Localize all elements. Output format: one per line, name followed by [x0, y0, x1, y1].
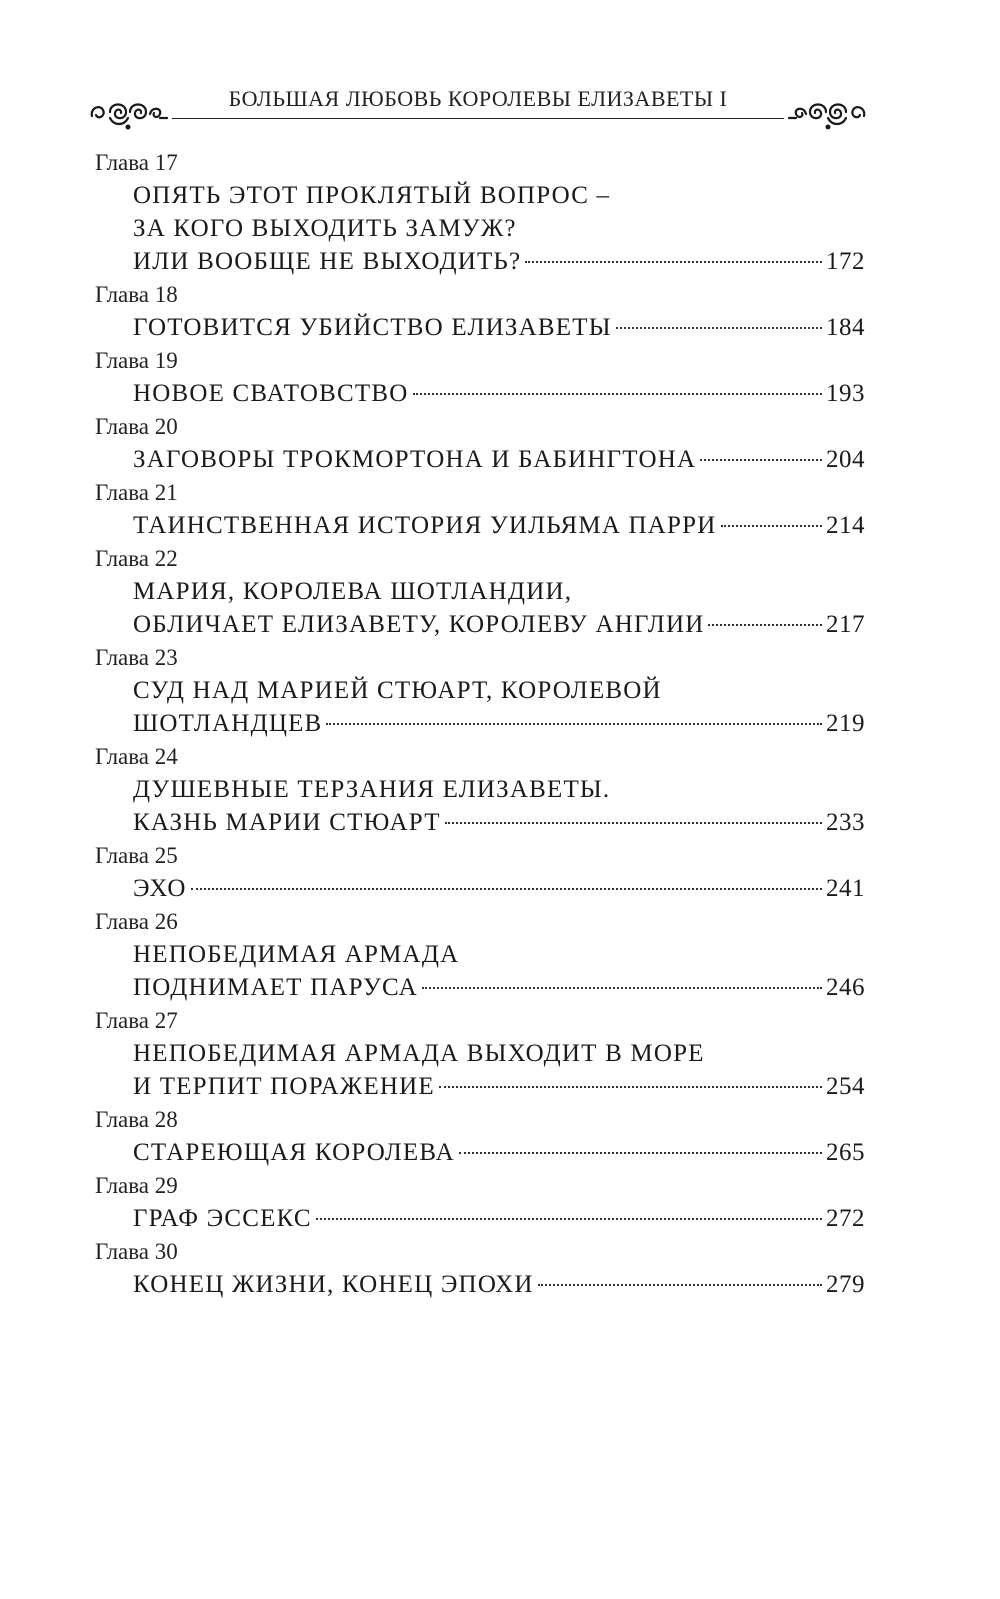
- chapter-title-line: [95, 1136, 865, 1169]
- toc-entry: [95, 905, 865, 1004]
- chapter-title-text: ГОТОВИТСЯ УБИЙСТВО ЕЛИЗАВЕТЫ: [133, 314, 612, 341]
- chapter-title-line: [95, 1202, 865, 1235]
- toc-entry: [95, 278, 865, 344]
- page-number: 219: [826, 710, 865, 737]
- chapter-title-line: [95, 872, 865, 905]
- page-number: 254: [826, 1073, 865, 1100]
- page-number: 214: [826, 512, 865, 539]
- dot-leader: [445, 822, 822, 824]
- chapter-title-line: [95, 377, 865, 410]
- chapter-title-line: [95, 1268, 865, 1301]
- chapter-label: Глава 22: [95, 546, 178, 571]
- dot-leader: [422, 987, 822, 989]
- dot-leader: [721, 525, 823, 527]
- toc-entry: [95, 1235, 865, 1301]
- dot-leader: [708, 624, 822, 626]
- page-number: 246: [826, 974, 865, 1001]
- running-title: БОЛЬШАЯ ЛЮБОВЬ КОРОЛЕВЫ ЕЛИЗАВЕТЫ I: [228, 86, 728, 111]
- dot-leader: [616, 327, 822, 329]
- toc-entry: [95, 410, 865, 476]
- chapter-title-line: ОПЯТЬ ЭТОТ ПРОКЛЯТЫЙ ВОПРОС –: [133, 182, 611, 209]
- dot-leader: [459, 1152, 822, 1154]
- chapter-title-text: ОБЛИЧАЕТ ЕЛИЗАВЕТУ, КОРОЛЕВУ АНГЛИИ: [133, 611, 705, 638]
- page-number: 265: [826, 1139, 865, 1166]
- toc-entry: [95, 476, 865, 542]
- chapter-title-line: [95, 971, 865, 1004]
- page-number: 172: [826, 248, 865, 275]
- page-number: 233: [826, 809, 865, 836]
- dot-leader: [413, 393, 822, 395]
- toc-entry: [95, 344, 865, 410]
- chapter-label: Глава 28: [95, 1107, 178, 1132]
- chapter-title-line: [95, 443, 865, 476]
- chapter-label: Глава 23: [95, 645, 178, 670]
- chapter-title-text: ШОТЛАНДЦЕВ: [133, 710, 323, 737]
- chapter-title-line: [95, 245, 865, 278]
- toc-entry: [95, 839, 865, 905]
- chapter-label: Глава 29: [95, 1173, 178, 1198]
- chapter-title-line: МАРИЯ, КОРОЛЕВА ШОТЛАНДИИ,: [133, 578, 573, 605]
- chapter-title-text: ТАИНСТВЕННАЯ ИСТОРИЯ УИЛЬЯМА ПАРРИ: [133, 512, 717, 539]
- chapter-title-text: ИЛИ ВООБЩЕ НЕ ВЫХОДИТЬ?: [133, 248, 522, 275]
- page-number: 241: [826, 875, 865, 902]
- dot-leader: [439, 1086, 822, 1088]
- chapter-label: Глава 24: [95, 744, 178, 769]
- toc-entry: [95, 542, 865, 641]
- chapter-title-text: ГРАФ ЭССЕКС: [133, 1205, 312, 1232]
- chapter-title-text: ПОДНИМАЕТ ПАРУСА: [133, 974, 418, 1001]
- chapter-title-text: ЗАГОВОРЫ ТРОКМОРТОНА И БАБИНГТОНА: [133, 446, 697, 473]
- chapter-title-text: ЭХО: [133, 875, 187, 902]
- chapter-title-text: КАЗНЬ МАРИИ СТЮАРТ: [133, 809, 441, 836]
- chapter-title-line: [95, 806, 865, 839]
- chapter-label: Глава 19: [95, 348, 178, 373]
- dot-leader: [538, 1284, 822, 1286]
- toc-entry: [95, 1169, 865, 1235]
- chapter-label: Глава 17: [95, 150, 178, 175]
- page-number: 204: [826, 446, 865, 473]
- chapter-title-text: И ТЕРПИТ ПОРАЖЕНИЕ: [133, 1073, 435, 1100]
- chapter-title-line: ДУШЕВНЫЕ ТЕРЗАНИЯ ЕЛИЗАВЕТЫ.: [133, 776, 611, 803]
- chapter-title-line: НЕПОБЕДИМАЯ АРМАДА ВЫХОДИТ В МОРЕ: [133, 1040, 705, 1067]
- page-number: 193: [826, 380, 865, 407]
- chapter-label: Глава 18: [95, 282, 178, 307]
- right-scroll-ornament-icon: [788, 96, 868, 134]
- toc-entry: [95, 1103, 865, 1169]
- page-number: 279: [826, 1271, 865, 1298]
- dot-leader: [700, 459, 822, 461]
- chapter-title-line: [95, 1070, 865, 1103]
- dot-leader: [525, 261, 822, 263]
- chapter-title-text: СТАРЕЮЩАЯ КОРОЛЕВА: [133, 1139, 455, 1166]
- chapter-label: Глава 27: [95, 1008, 178, 1033]
- page-number: 184: [826, 314, 865, 341]
- chapter-title-line: НЕПОБЕДИМАЯ АРМАДА: [133, 941, 460, 968]
- chapter-label: Глава 20: [95, 414, 178, 439]
- dot-leader: [316, 1218, 822, 1220]
- chapter-title-line: [95, 311, 865, 344]
- chapter-label: Глава 25: [95, 843, 178, 868]
- chapter-title-line: [95, 707, 865, 740]
- running-header: [88, 84, 868, 130]
- chapter-title-text: КОНЕЦ ЖИЗНИ, КОНЕЦ ЭПОХИ: [133, 1271, 534, 1298]
- dot-leader: [326, 723, 822, 725]
- toc-entry: [95, 1004, 865, 1103]
- chapter-label: Глава 30: [95, 1239, 178, 1264]
- chapter-title-line: [95, 509, 865, 542]
- toc-entry: [95, 641, 865, 740]
- chapter-label: Глава 26: [95, 909, 178, 934]
- chapter-title-text: НОВОЕ СВАТОВСТВО: [133, 380, 409, 407]
- header-rule: [172, 118, 784, 119]
- page-number: 217: [826, 611, 865, 638]
- chapter-title-line: ЗА КОГО ВЫХОДИТЬ ЗАМУЖ?: [133, 215, 517, 242]
- table-of-contents: [95, 146, 865, 1301]
- chapter-title-line: [95, 608, 865, 641]
- chapter-label: Глава 21: [95, 480, 178, 505]
- page-number: 272: [826, 1205, 865, 1232]
- toc-entry: [95, 740, 865, 839]
- toc-entry: [95, 146, 865, 278]
- chapter-title-line: СУД НАД МАРИЕЙ СТЮАРТ, КОРОЛЕВОЙ: [133, 677, 662, 704]
- dot-leader: [191, 888, 822, 890]
